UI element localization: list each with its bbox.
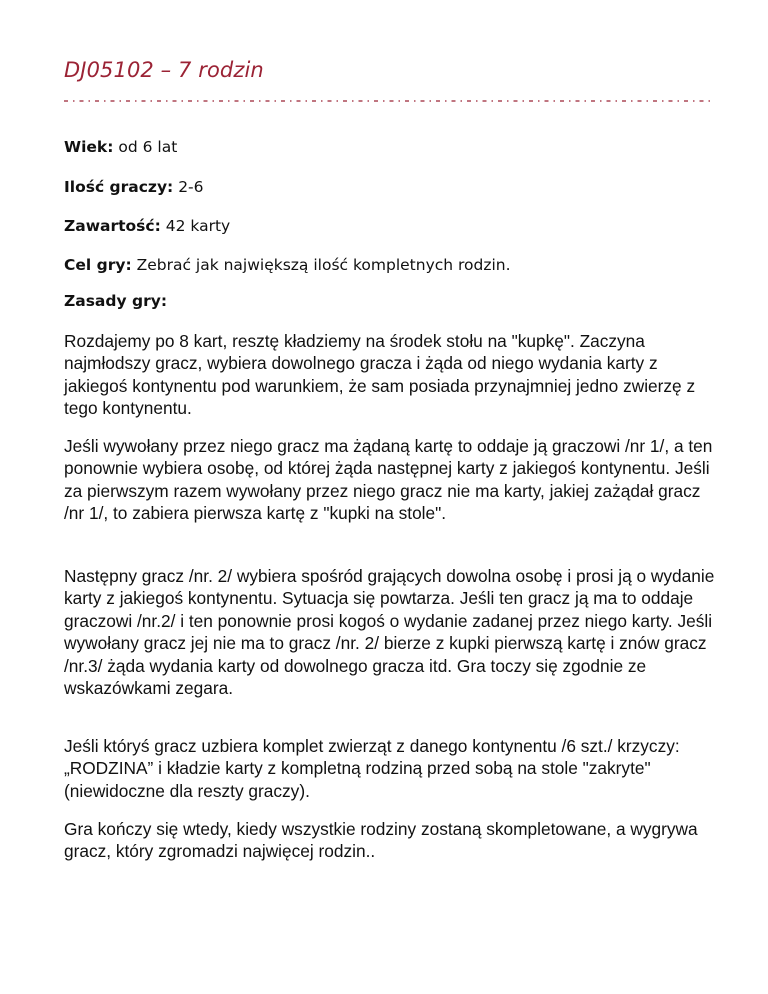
players-label: Ilość graczy: [64,178,174,196]
age-line [64,138,177,156]
rules-paragraph: Gra kończy się wtedy, kiedy wszystkie rodziny zostaną skompletowane, a wygrywa gracz, który zgromadzi najwięcej rodzin.. [64,819,698,862]
players-value: 2-6 [178,178,204,196]
age-label: Wiek: [64,138,114,156]
contents-line [64,217,230,235]
rules-paragraph: Jeśli któryś gracz uzbiera komplet zwierząt z danego kontynentu /6 szt./ krzyczy: „RODZINA” i kładzie karty z kompletną rodziną przed sobą na stole "zakryte" (niewidoczne dla reszty graczy). [64,736,680,801]
rules-paragraph: Następny gracz /nr. 2/ wybiera spośród grających dowolna osobę i prosi ją o wydanie karty z jakiegoś kontynentu. Sytuacja się powtarza. Jeśli ten gracz ją ma to oddaje graczowi /nr.2/ i ten ponownie prosi kogoś o wydanie zadanej przez niego karty. Jeśli wywołany gracz jej nie ma to gracz /nr. 2/ bierze z kupki pierwszą kartę i znów gracz /nr.3/ żąda wydania karty od dowolnego gracza itd. Gra toczy się zgodnie ze wskazówkami zegara. [64,566,715,699]
rules-heading-label: Zasady gry: [64,292,168,310]
rules-paragraph: Rozdajemy po 8 kart, resztę kładziemy na środek stołu na "kupkę". Zaczyna najmłodszy gracz, wybiera dowolnego gracza i żąda od niego wydania karty z jakiegoś kontynentu pod warunkiem, że sam posiada przynajmniej jedno zwierzę z tego kontynentu. [64,331,696,419]
contents-label: Zawartość: [64,217,161,235]
goal-line [64,256,511,274]
goal-label: Cel gry: [64,256,132,274]
rules-heading [64,292,167,310]
rules-paragraph: Jeśli wywołany przez niego gracz ma żądaną kartę to oddaje ją graczowi /nr 1/, a ten ponownie wybiera osobę, od której żąda następnej karty z jakiegoś kontynentu. Jeśli za pierwszym razem wywołany przez niego gracz nie ma karty, jakiej zażądał gracz /nr 1/, to zabiera pierwsza kartę z "kupki na stole". [64,436,713,524]
contents-value: 42 karty [165,217,231,235]
dotted-divider [64,98,710,104]
players-line [64,178,204,196]
document-title: DJ05102 – 7 rodzin [64,58,264,82]
goal-value: Zebrać jak największą ilość kompletnych rodzin. [136,256,511,274]
age-value: od 6 lat [118,138,178,156]
